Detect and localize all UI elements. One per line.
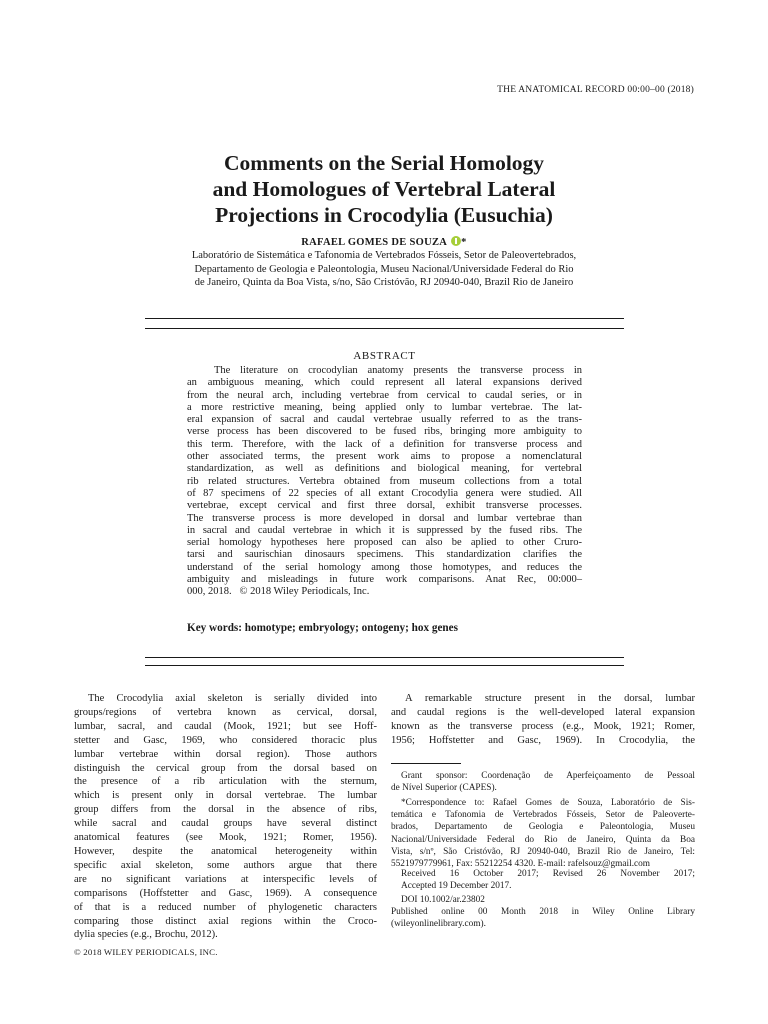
affiliation-line: de Janeiro, Quinta da Boa Vista, s/no, São Cristóvão, RJ 20940-040, Brazil Rio de Janeiro (194, 277, 574, 289)
abstract-line: of 87 specimens of 22 species of all extant Crocodylia genera were studied. All (187, 487, 582, 499)
abstract-body (187, 365, 582, 599)
abstract-line: 000, 2018. © 2018 Wiley Periodicals, Inc. (187, 586, 370, 598)
footnote-line: de Nível Superior (CAPES). (391, 783, 497, 794)
divider-rule (145, 318, 624, 319)
doi-footnote (401, 894, 485, 906)
correspondence-footnote (391, 797, 695, 870)
abstract-line: serial homology hypotheses here proposed can also be aplied to other Cruro- (187, 537, 582, 549)
body-column-left (74, 692, 377, 942)
body-line: distinguish the cervical group from the dorsal based on (74, 762, 377, 774)
body-column-right (391, 692, 695, 748)
body-line: However, despite the anatomical heterogeneity within (74, 845, 377, 857)
body-line: group differs from the dorsal in the absence of ribs, (74, 804, 377, 816)
body-line: groups/regions of vertebra known as cervical, dorsal, (74, 706, 377, 718)
grant-footnote (391, 770, 695, 794)
footnote-line: Grant sponsor: Coordenação de Aperfeiçoamento de Pessoal (401, 771, 695, 781)
body-line: lumbar vertebrae within dorsal region). Those authors (74, 748, 377, 760)
abstract-line: verse process has been discovered to be fused ribs, bringing more ambiguity to (187, 426, 582, 438)
body-line: known as the transverse process (e.g., Mook, 1921; Romer, (391, 720, 695, 732)
title-line: Comments on the Serial Homology (223, 151, 545, 175)
title-line: Projections in Crocodylia (Eusuchia) (215, 203, 553, 227)
orcid-icon[interactable] (451, 236, 461, 246)
body-line: A remarkable structure present in the dorsal, lumbar (405, 693, 695, 704)
body-line: while sacral and caudal groups have several distinct (74, 818, 377, 830)
affiliation-line: Laboratório de Sistemática e Tafonomia de Vertebrados Fósseis, Setor de Paleovertebrados, (191, 250, 577, 261)
abstract-line: this term. Therefore, with the lack of a definition for transverse process and (187, 438, 582, 450)
footnote-line: brados, Departamento de Geologia e Paleontologia, Museu (391, 822, 695, 833)
body-line: 1956; Hoffstetter and Gasc, 1969). In Crocodylia, the (391, 734, 695, 746)
body-line: comparing those distinct axial regions within the Croco- (74, 915, 377, 927)
journal-header: THE ANATOMICAL RECORD 00:00–00 (2018) (497, 85, 694, 95)
footnote-rule (391, 763, 461, 764)
footnote-line: temática e Tafonomia de Vertebrados Fósseis, Setor de Paleoverte- (391, 810, 695, 821)
divider-rule (145, 328, 624, 329)
divider-rule (145, 657, 624, 658)
abstract-line: ambiguity and misleadings in future work comparisons. Anat Rec, 00:000– (187, 574, 582, 586)
abstract-line: other associated terms, the present work aims to propose a nomenclatural (187, 451, 582, 463)
abstract-line: from the neural arch, including vertebrae from cervical to caudal series, or in (187, 389, 582, 401)
body-line: are no significant variations at interspecific levels of (74, 873, 377, 885)
footnote-line: Nacional/Universidade Federal do Rio de Janeiro, Quinta da Boa (391, 834, 695, 845)
author-line (100, 236, 668, 248)
body-line: anatomical features (see Mook, 1921; Romer, 1956). (74, 832, 377, 844)
abstract-line: The transverse process is more developed in dorsal and lumbar vertebrae than (187, 512, 582, 524)
published-footnote (391, 906, 695, 930)
body-line: which is present only in dorsal vertebrae. The lumbar (74, 790, 377, 802)
body-line: and caudal regions is the well-developed lateral expansion (391, 706, 695, 718)
abstract-line: The literature on crocodylian anatomy presents the transverse process in (214, 365, 582, 376)
body-line: lumbar, sacral, and caudal (Mook, 1921; but see Hoff- (74, 720, 377, 732)
abstract-line: rib related structures. Vertebra obtained from museum collections from a total (187, 475, 582, 487)
abstract-line: vertebrae, except cervical and first three dorsal, exhibit transverse processes. (187, 500, 582, 512)
footnote-line: Accepted 19 December 2017. (401, 881, 512, 892)
footnote-line: 5521979779961, Fax: 55212254 4320. E-mail: rafelsouz@gmail.com (391, 859, 651, 870)
title-line: and Homologues of Vertebral Lateral (212, 177, 556, 201)
footnote-line: Published online 00 Month 2018 in Wiley Online Library (391, 907, 695, 917)
footnote-line[interactable]: (wileyonlinelibrary.com). (391, 919, 486, 930)
body-line: stetter and Gasc, 1969, who considered thoracic plus (74, 734, 377, 746)
author-name: RAFAEL GOMES DE SOUZA (301, 237, 448, 248)
footnote-line: Vista, s/nº, São Cristóvão, RJ 20940-040, Brazil Rio de Janeiro, Tel: (391, 846, 695, 857)
abstract-line: eral expansion of sacral and caudal vertebrae usually referred to as the trans- (187, 414, 582, 426)
footnote-line: *Correspondence to: Rafael Gomes de Souza, Laboratório de Sis- (401, 798, 695, 808)
footnote-line: Received 16 October 2017; Revised 26 November 2017; (401, 869, 695, 879)
abstract-line: understand of the serial homology among those homotypes, and reduces the (187, 561, 582, 573)
dates-footnote (391, 868, 695, 892)
body-line: dylia species (e.g., Brochu, 2012). (74, 929, 218, 941)
body-line: comparisons (Hoffstetter and Gasc, 1969). A consequence (74, 887, 377, 899)
abstract-line: in sacral and caudal vertebrae in which it is suppressed by the fused ribs. The (187, 524, 582, 536)
copyright-notice: © 2018 WILEY PERIODICALS, INC. (74, 947, 218, 957)
doi-line[interactable]: DOI 10.1002/ar.23802 (401, 895, 485, 905)
abstract-line: standardization, as well as definitions and biological meaning, for vertebral (187, 463, 582, 475)
abstract-heading: ABSTRACT (353, 350, 416, 362)
article-title (100, 150, 668, 228)
abstract-line: tarsi and saurischian dinosaurs specimens. This standardization clarifies the (187, 549, 582, 561)
body-line: of that is a reduced number of phylogenetic characters (74, 901, 377, 913)
affiliation-line: Departamento de Geologia e Paleontologia, Museu Nacional/Universidade Federal do Rio (194, 263, 574, 275)
corresponding-mark: * (461, 237, 467, 248)
body-line: the presence of a rib articulation with the sternum, (74, 776, 377, 788)
affiliation (100, 249, 668, 290)
divider-rule (145, 665, 624, 666)
keywords: Key words: homotype; embryology; ontogeny; hox genes (187, 622, 458, 634)
body-line: specific axial skeleton, some authors argue that there (74, 859, 377, 871)
body-line: The Crocodylia axial skeleton is serially divided into (88, 693, 377, 704)
abstract-line: a more restrictive meaning, being applied only to lumbar vertebrae. The lat- (187, 401, 582, 413)
abstract-line: an ambiguous meaning, which could represent all lateral expansions derived (187, 377, 582, 389)
